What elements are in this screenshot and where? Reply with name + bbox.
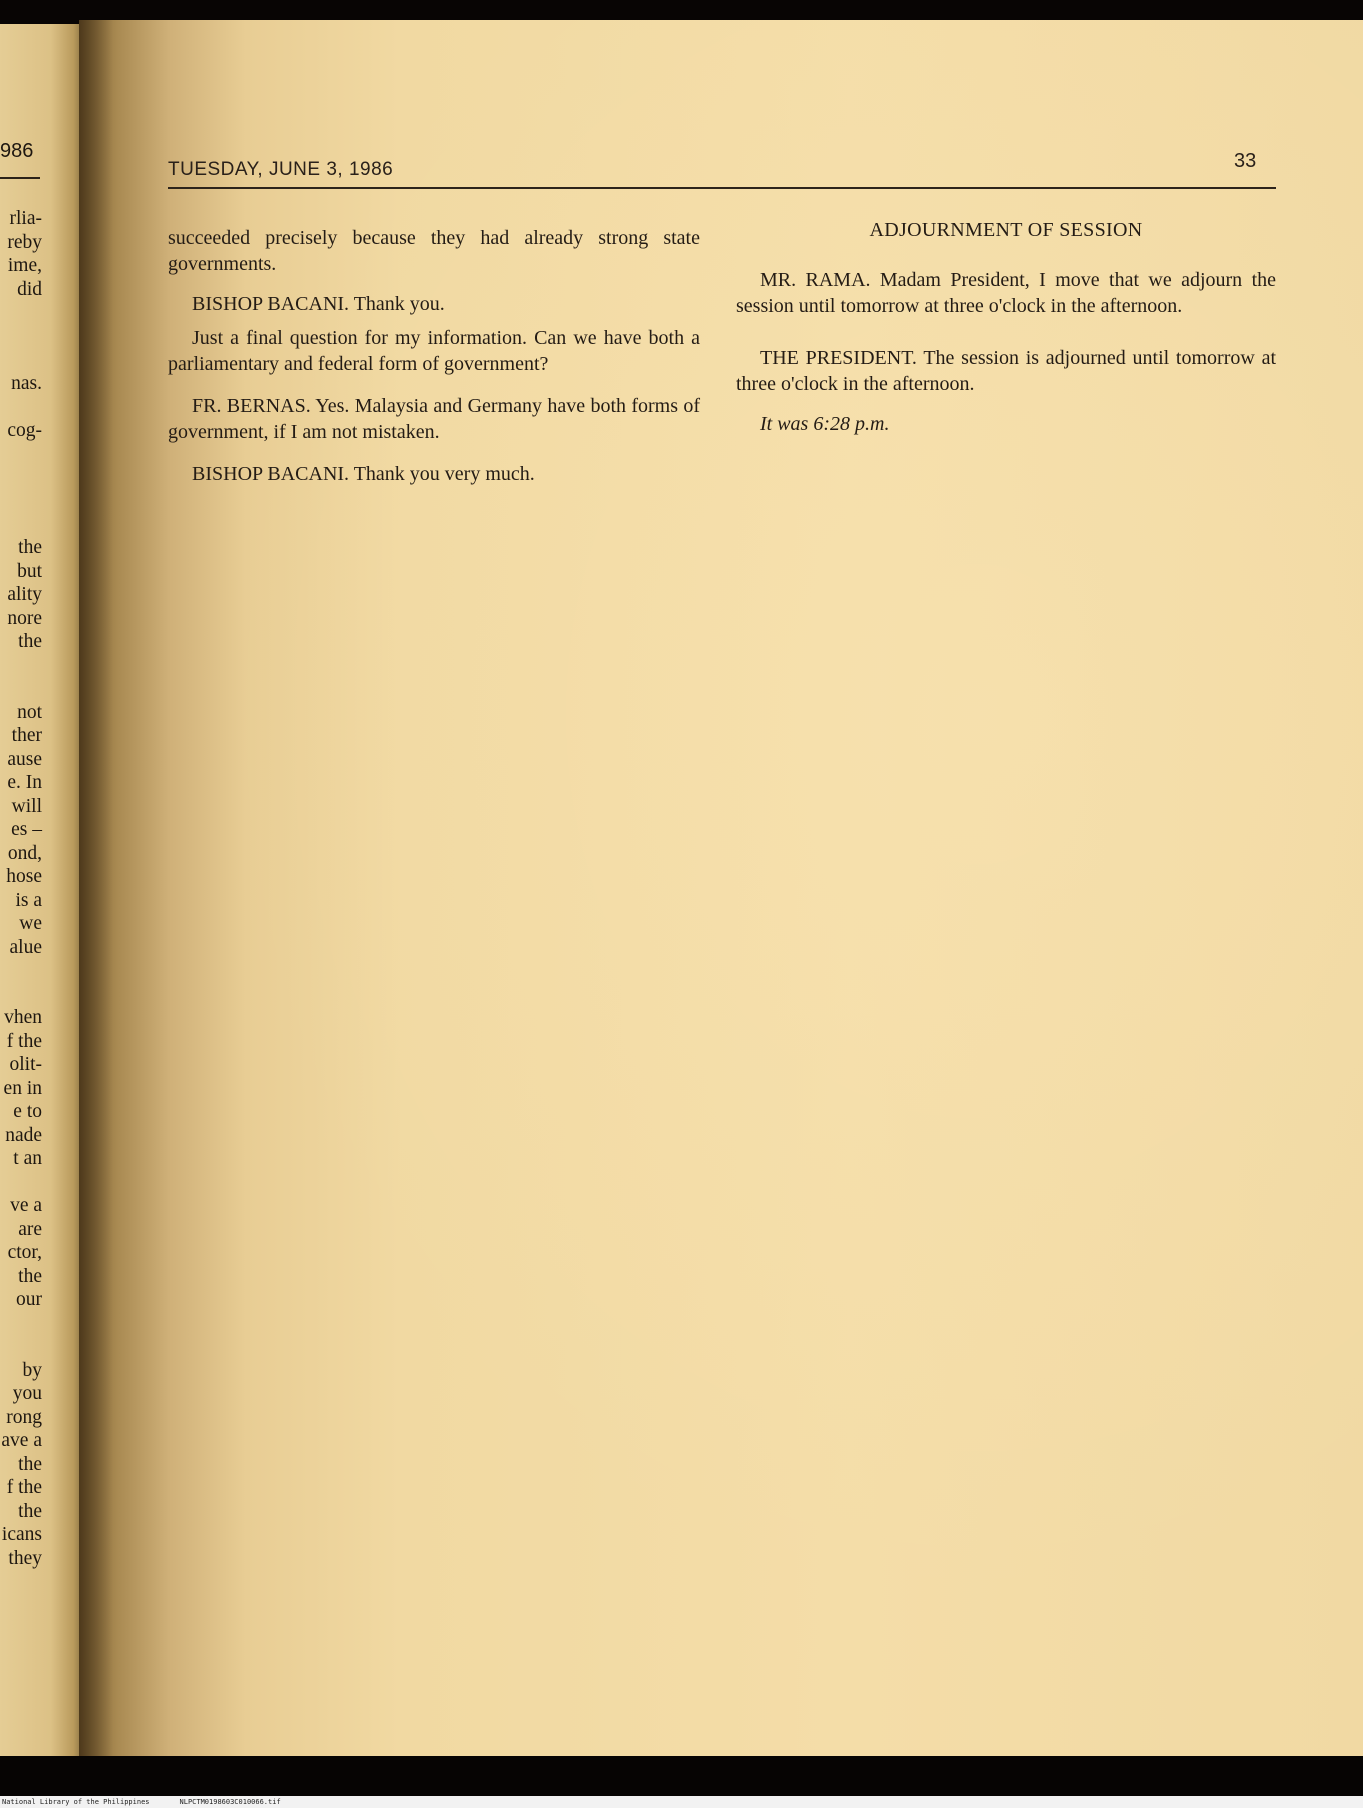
previous-page-line-fragment: is a bbox=[15, 889, 42, 911]
previous-page-line-fragment bbox=[0, 654, 42, 678]
gutter-shadow bbox=[79, 20, 113, 1756]
previous-page-line-fragment: f the bbox=[6, 1030, 42, 1052]
previous-page-line-fragment: e. In bbox=[7, 772, 42, 793]
page-number: 33 bbox=[1234, 150, 1257, 172]
previous-page-line-fragment: we bbox=[19, 913, 42, 934]
previous-page-line-fragment: rlia- bbox=[9, 208, 42, 229]
paragraph: Just a final question for my information. Can we have both a parliamentary and federal form of government? bbox=[168, 327, 700, 375]
library-label: National Library of the Philippines bbox=[2, 1798, 150, 1806]
previous-page-header-rule bbox=[0, 177, 40, 179]
previous-page-line-fragment: but bbox=[17, 560, 42, 582]
paragraph: BISHOP BACANI. Thank you very much. bbox=[192, 463, 535, 485]
paragraph: succeeded precisely because they had already strong state governments. bbox=[168, 227, 700, 275]
previous-page-line-fragment: icans bbox=[1, 1524, 42, 1545]
previous-page-line-fragment: ality bbox=[7, 584, 42, 605]
running-header-date: TUESDAY, JUNE 3, 1986 bbox=[168, 159, 394, 180]
previous-page-line-fragment: ond, bbox=[7, 842, 42, 864]
previous-page-line-fragment: rong bbox=[6, 1406, 42, 1428]
previous-page-line-fragment: nore bbox=[7, 607, 42, 629]
previous-page-line-fragment bbox=[0, 348, 42, 372]
previous-page-line-fragment: f the bbox=[6, 1477, 42, 1498]
previous-page-line-fragment: the bbox=[18, 537, 42, 558]
previous-page-line-fragment bbox=[0, 489, 42, 513]
previous-page-line-fragment: you bbox=[12, 1383, 42, 1404]
previous-page-line-fragment: es – bbox=[11, 819, 42, 840]
previous-page-line-fragment bbox=[0, 677, 42, 701]
previous-page-line-fragment: vhen bbox=[4, 1007, 42, 1028]
section-title: ADJOURNMENT OF SESSION bbox=[869, 219, 1143, 241]
scan-footer bbox=[0, 1796, 1363, 1808]
previous-page-line-fragment: ve a bbox=[10, 1195, 42, 1216]
previous-page-line-fragment bbox=[0, 466, 42, 490]
previous-page-line-fragment bbox=[0, 395, 42, 419]
previous-page-line-fragment bbox=[0, 959, 42, 983]
previous-page-line-fragment: nade bbox=[5, 1124, 42, 1146]
adjournment-time: It was 6:28 p.m. bbox=[760, 413, 890, 435]
previous-page-line-fragment bbox=[0, 301, 42, 325]
previous-page-line-fragment bbox=[0, 1335, 42, 1359]
previous-page-line-fragment: hose bbox=[6, 866, 42, 887]
previous-page-line-fragment bbox=[0, 325, 42, 349]
paragraph: THE PRESIDENT. The session is adjourned until tomorrow at three o'clock in the afternoon. bbox=[736, 347, 1276, 395]
previous-page-line-fragment: the bbox=[18, 1265, 42, 1287]
previous-page-line-fragment: the bbox=[18, 631, 42, 652]
previous-page-line-fragment bbox=[0, 983, 42, 1007]
scan-bottom-border bbox=[0, 1756, 1363, 1796]
previous-page-line-fragment: ther bbox=[11, 725, 42, 746]
previous-page-line-fragment: t an bbox=[13, 1148, 42, 1169]
previous-page-line-fragment: ime, bbox=[7, 255, 42, 276]
previous-page-line-fragment: by bbox=[22, 1359, 42, 1381]
page bbox=[79, 20, 1363, 1756]
previous-page-line-fragment: alue bbox=[9, 936, 42, 958]
paragraph: BISHOP BACANI. Thank you. bbox=[192, 293, 445, 315]
previous-page-header-fragment: 986 bbox=[0, 140, 34, 162]
file-name: NLPCTM0198603C010066.tif bbox=[179, 1798, 281, 1806]
previous-page-line-fragment: ctor, bbox=[7, 1242, 42, 1263]
previous-page-line-fragment: they bbox=[8, 1547, 42, 1569]
previous-page-line-fragment: e to bbox=[13, 1101, 42, 1122]
previous-page-line-fragment: did bbox=[17, 278, 42, 300]
previous-page-line-fragment: ave a bbox=[1, 1430, 42, 1451]
previous-page-line-fragment: ause bbox=[7, 748, 42, 770]
previous-page-line-fragment: our bbox=[16, 1289, 42, 1310]
previous-page-line-fragment: the bbox=[18, 1453, 42, 1475]
previous-page-line-fragment: cog- bbox=[7, 419, 42, 441]
paragraph: FR. BERNAS. Yes. Malaysia and Germany have both forms of government, if I am not mistaken. bbox=[168, 395, 700, 443]
header-rule bbox=[168, 187, 1276, 189]
previous-page-line-fragment bbox=[0, 513, 42, 537]
previous-page-line-fragment: the bbox=[18, 1500, 42, 1522]
previous-page-line-fragment bbox=[0, 1171, 42, 1195]
previous-page-line-fragment: en in bbox=[3, 1077, 42, 1099]
previous-page-line-fragment: will bbox=[11, 795, 42, 817]
paragraph bbox=[736, 411, 1276, 437]
left-column bbox=[168, 225, 700, 487]
paragraph: MR. RAMA. Madam President, I move that we adjourn the session until tomorrow at three o'clock in the afternoon. bbox=[736, 269, 1276, 317]
previous-page-line-fragment bbox=[0, 1312, 42, 1336]
previous-page-line-fragment bbox=[0, 442, 42, 466]
previous-page-line-fragment: nas. bbox=[11, 372, 42, 394]
right-column bbox=[736, 217, 1276, 437]
previous-page-text-fragments bbox=[0, 207, 42, 1570]
previous-page-line-fragment: olit- bbox=[9, 1054, 42, 1075]
previous-page-line-fragment: reby bbox=[7, 231, 42, 253]
previous-page-line-fragment: not bbox=[17, 701, 42, 723]
previous-page-line-fragment: are bbox=[18, 1218, 42, 1240]
